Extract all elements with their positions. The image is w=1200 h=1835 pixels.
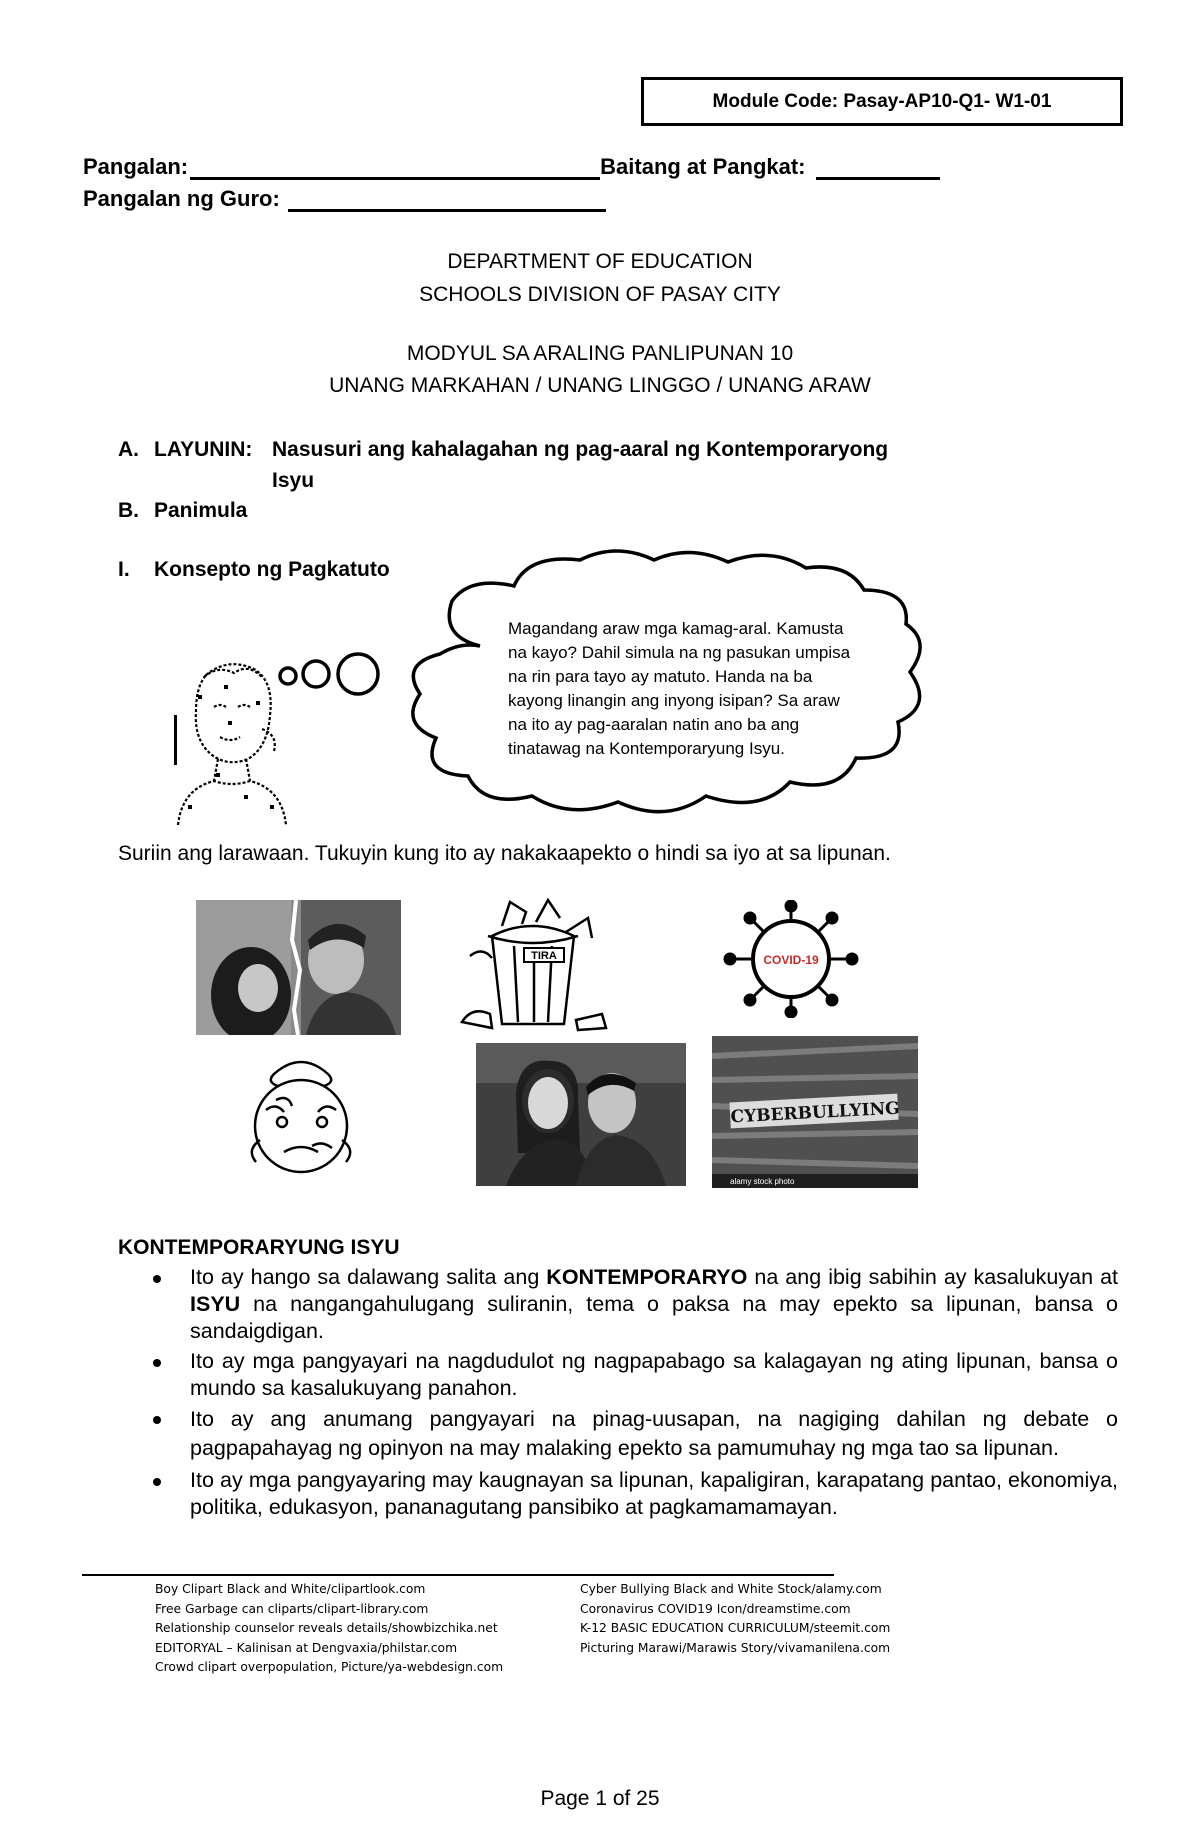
- objective-a-label: LAYUNIN:: [154, 438, 253, 461]
- alamy-watermark: alamy stock photo: [730, 1177, 795, 1186]
- cloud-line: na rin para tayo ay matuto. Handa na ba: [508, 667, 813, 686]
- bullet-text: Ito ay ang anumang pangyayari na pinag-uusapan, na nagiging dahilan ng debate o pagpapahayag ng opinyon na may malaking epekto sa pamumuhay ng mga tao sa lipunan.: [190, 1407, 1118, 1460]
- title-department: DEPARTMENT OF EDUCATION: [447, 250, 753, 273]
- name-label: Pangalan:: [83, 154, 189, 179]
- teacher-field-row: [83, 186, 606, 212]
- title-division: SCHOOLS DIVISION OF PASAY CITY: [419, 283, 781, 306]
- reference-item: K-12 BASIC EDUCATION CURRICULUM/steemit.com: [580, 1621, 891, 1635]
- reference-item: Boy Clipart Black and White/clipartlook.com: [155, 1582, 426, 1596]
- objective-a: [118, 438, 889, 462]
- concept-heading: [118, 558, 390, 582]
- cloud-message: [508, 617, 928, 761]
- grade-blank[interactable]: [816, 155, 940, 180]
- reference-item: Cyber Bullying Black and White Stock/alamy.com: [580, 1582, 882, 1596]
- instruction-text: Suriin ang larawaan. Tukuyin kung ito ay nakakaapekto o hindi sa iyo at sa lipunan.: [118, 842, 891, 865]
- grade-label: Baitang at Pangkat:: [600, 154, 806, 179]
- bullet-item: [118, 1405, 1118, 1463]
- trash-label: TIRA: [531, 950, 557, 962]
- cloud-line: kayong linangin ang inyong isipan? Sa araw: [508, 691, 840, 710]
- section-title: KONTEMPORARYUNG ISYU: [118, 1236, 400, 1259]
- reference-item: Coronavirus COVID19 Icon/dreamstime.com: [580, 1601, 851, 1616]
- covid-label: COVID-19: [763, 953, 819, 967]
- teacher-label: Pangalan ng Guro:: [83, 186, 280, 211]
- reference-item: Picturing Marawi/Marawis Story/vivamanilena.com: [580, 1640, 891, 1655]
- bullet-dot: [153, 1416, 161, 1424]
- cloud-line: Magandang araw mga kamag-aral. Kamusta: [508, 619, 844, 638]
- cloud-line: na ito ay pag-aaralan natin ano ba ang: [508, 715, 800, 734]
- module-code-box: [641, 77, 1123, 126]
- cyberbullying-label: CYBERBULLYING: [730, 1098, 901, 1128]
- concept-letter: I.: [118, 558, 130, 581]
- bullet-text: Ito ay mga pangyayari na nagdudulot ng nagpapabago sa kalagayan ng ating lipunan, bansa o mundo sa kasalukuyang panahon.: [190, 1349, 1118, 1400]
- page-number: Page 1 of 25: [540, 1787, 660, 1810]
- name-field-row: [83, 154, 940, 180]
- cloud-line: na kayo? Dahil simula na ng pasukan umpisa: [508, 643, 851, 662]
- objective-a-text-cont: Isyu: [272, 469, 315, 492]
- footnote-divider: [82, 1574, 834, 1576]
- reference-item: Free Garbage can cliparts/clipart-library.com: [155, 1601, 429, 1616]
- garbage-can-clipart: [452, 896, 612, 1034]
- concept-text: Konsepto ng Pagkatuto: [154, 558, 390, 581]
- sick-earth-clipart: [226, 1050, 376, 1178]
- bullet-item: [118, 1467, 1118, 1521]
- module-code: Module Code: Pasay-AP10-Q1- W1-01: [712, 90, 1052, 112]
- bullet-dot: [153, 1359, 161, 1367]
- references-right: [580, 1580, 890, 1658]
- bullet-text: na nangangahulugang suliranin, tema o paksa na may epekto sa lipunan, bansa o sandaigdigan.: [190, 1292, 1118, 1343]
- bullet-bold: ISYU: [190, 1292, 241, 1316]
- couple-photo: [196, 900, 401, 1035]
- bullet-bold: KONTEMPORARYO: [546, 1265, 748, 1289]
- bullet-item: [118, 1348, 1118, 1402]
- teacher-blank[interactable]: [288, 187, 606, 212]
- couple-portrait-photo: [476, 1043, 686, 1186]
- cloud-line: tinatawag na Kontemporaryung Isyu.: [508, 739, 785, 758]
- bullet-list: [118, 1264, 1118, 1524]
- objective-b: [118, 499, 248, 523]
- references-left: [155, 1580, 503, 1678]
- reference-item: EDITORYAL – Kalinisan at Dengvaxia/philstar.com: [155, 1640, 458, 1655]
- objective-b-letter: B.: [118, 499, 139, 522]
- objective-b-text: Panimula: [154, 499, 248, 522]
- cyberbullying-photo: [712, 1036, 918, 1188]
- bullet-dot: [153, 1275, 161, 1283]
- title-quarter: UNANG MARKAHAN / UNANG LINGGO / UNANG ARAW: [329, 374, 871, 397]
- bullet-item: [118, 1264, 1118, 1345]
- objective-a-letter: A.: [118, 438, 139, 461]
- reference-item: Relationship counselor reveals details/showbizchika.net: [155, 1621, 498, 1635]
- bullet-text: Ito ay hango sa dalawang salita ang: [190, 1265, 547, 1289]
- covid-virus-icon: [700, 900, 882, 1018]
- reference-item: Crowd clipart overpopulation, Picture/ya-webdesign.com: [155, 1660, 504, 1674]
- objective-a-text: Nasusuri ang kahalagahan ng pag-aaral ng Kontemporaryong: [272, 438, 889, 461]
- bullet-text: Ito ay mga pangyayaring may kaugnayan sa lipunan, kapaligiran, karapatang pantao, ekonomiya, politika, edukasyon, pananagutang pansibiko at pagkamamamayan.: [190, 1468, 1118, 1519]
- title-module: MODYUL SA ARALING PANLIPUNAN 10: [406, 342, 794, 365]
- bullet-dot: [153, 1478, 161, 1486]
- name-blank[interactable]: [190, 155, 600, 180]
- bullet-text: na ang ibig sabihin ay kasalukuyan at: [747, 1265, 1118, 1289]
